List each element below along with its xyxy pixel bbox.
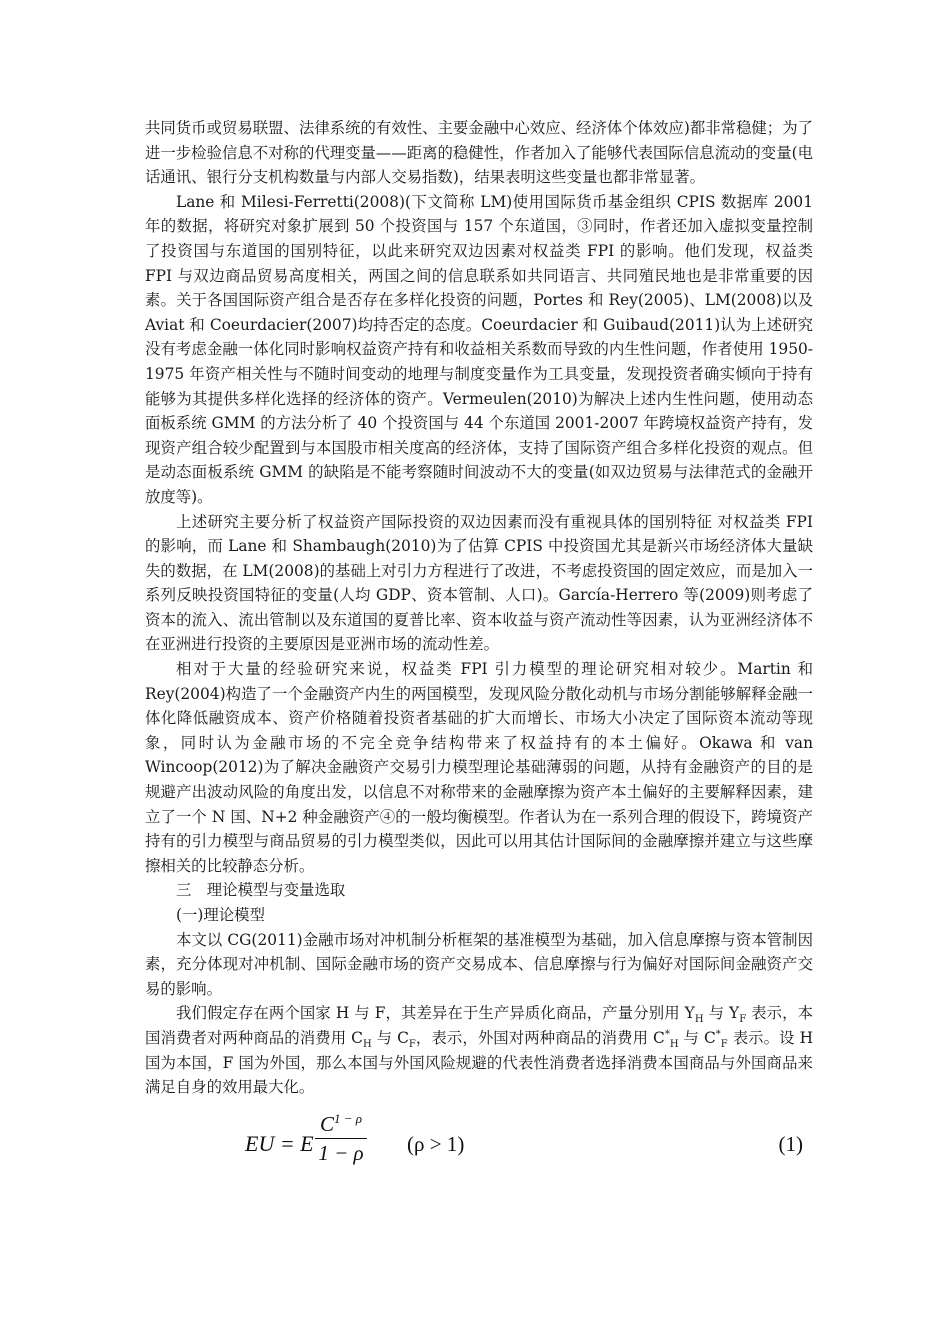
p5-sub-h2: H	[362, 1039, 372, 1051]
p5-sub-f: F	[739, 1014, 747, 1026]
equation-1	[145, 1108, 813, 1184]
p5-star-1: *	[664, 1028, 670, 1040]
paragraph-4: 本文以 CG(2011)金融市场对冲机制分析框架的基准模型为基础，加入信息摩擦与资本管制因素，充分体现对冲机制、国际金融市场的资产交易成本、信息摩擦与行为偏好对国际间金融资产交易的影响。	[145, 930, 813, 998]
numerator-base: C	[319, 1111, 334, 1136]
equation-fraction	[315, 1112, 367, 1166]
equation-numerator	[315, 1112, 367, 1140]
p5-sub-f3: F	[720, 1039, 728, 1051]
equation-number: (1)	[778, 1131, 803, 1156]
paragraph-0: 共同货币或贸易联盟、法律系统的有效性、主要金融中心效应、经济体个体效应)都非常稳健；为了进一步检验信息不对称的代理变量——距离的稳健性，作者加入了能够代表国际信息流动的变量(电话通讯、银行分支机构数量与内部人交易指数)，结果表明这些变量也都非常显著。	[145, 119, 813, 187]
equation-denominator: 1 − ρ	[318, 1141, 364, 1166]
p5-sub-f2: F	[408, 1039, 416, 1051]
paragraph-2: 上述研究主要分析了权益资产国际投资的双边因素而没有重视具体的国别特征 对权益类 FPI 的影响，而 Lane 和 Shambaugh(2010)为了估算 CPIS 中投资国尤其是新兴市场经济体大量缺失的数据，在 LM(2008)的基础上对引力方程进行了改进，不考虑投资国的固定效应，而是加入一系列反映投资国特征的变量(人均 GDP、资本管制、人口)。García-Herrero 等(2009)则考虑了资本的流入、流出管制以及东道国的夏普比率、资本收益与资产流动性等因素，认为亚洲经济体不在亚洲进行投资的主要原因是亚洲市场的流动性差。	[145, 512, 813, 654]
section-heading: 三 理论模型与变量选取	[176, 881, 346, 900]
equation-lhs: EU = E	[245, 1130, 314, 1156]
p5-text-d: 与 C	[371, 1028, 409, 1047]
numerator-exponent: 1 − ρ	[334, 1110, 363, 1126]
p5-text-e: ，表示，外国对两种商品的消费用 C	[415, 1028, 665, 1047]
p5-text-c: 表示，本国消费者对两种商品的消费用 C	[145, 1004, 813, 1047]
p5-star-2: *	[715, 1028, 721, 1040]
p5-text-b: 与 Y	[703, 1004, 740, 1023]
document-page	[145, 116, 813, 1184]
p5-text-f: 与 C	[678, 1028, 716, 1047]
paragraph-5	[145, 1001, 813, 1099]
paragraph-1: Lane 和 Milesi-Ferretti(2008)(下文简称 LM)使用国际货币基金组织 CPIS 数据库 2001 年的数据，将研究对象扩展到 50 个投资国与 157 个东道国，③同时，作者还加入虚拟变量控制了投资国与东道国的国别特征，以此来研究双边因素对权益类 FPI 的影响。他们发现，权益类 FPI 与双边商品贸易高度相关，两国之间的信息联系如共同语言、共同殖民地也是非常重要的因素。关于各国国际资产组合是否存在多样化投资的问题，Portes 和 Rey(2005)、LM(2008)以及 Aviat 和 Coeurdacier(2007)均持否定的态度。Coeurdacier 和 Guibaud(2011)认为上述研究没有考虑金融一体化同时影响权益资产持有和收益相关系数而导致的内生性问题，作者使用 1950-1975 年资产相关性与不随时间变动的地理与制度变量作为工具变量，发现投资者确实倾向于持有能够为其提供多样化选择的经济体的资产。Vermeulen(2010)为解决上述内生性问题，使用动态面板系统 GMM 的方法分析了 40 个投资国与 44 个东道国 2001-2007 年跨境权益资产持有，发现资产组合较少配置到与本国股市相关度高的经济体，支持了国际资产组合多样化投资的观点。但是动态面板系统 GMM 的缺陷是不能考察随时间波动不大的变量(如双边贸易与法律范式的金融开放度等)。	[145, 192, 813, 506]
paragraph-3: 相对于大量的经验研究来说，权益类 FPI 引力模型的理论研究相对较少。Martin 和 Rey(2004)构造了一个金融资产内生的两国模型，发现风险分散化动机与市场分割能够解释金融一体化降低融资成本、资产价格随着投资者基础的扩大而增长、市场大小决定了国际资本流动等现象，同时认为金融市场的不完全竞争结构带来了权益持有的本土偏好。Okawa 和 van Wincoop(2012)为了解决金融资产交易引力模型理论基础薄弱的问题，从持有金融资产的目的是规避产出波动风险的角度出发，以信息不对称带来的金融摩擦为资产本土偏好的主要解释因素，建立了一个 N 国、N+2 种金融资产④的一般均衡模型。作者认为在一系列合理的假设下，跨境资产持有的引力模型与商品贸易的引力模型类似，因此可以用其估计国际间的金融摩擦并建立与这些摩擦相关的比较静态分析。	[145, 660, 813, 875]
p5-sub-h3: H	[669, 1039, 679, 1051]
subsection-heading: (一)理论模型	[176, 906, 265, 924]
p5-text-g: 表示。设 H 国为本国，F 国为外国，那么本国与外国风险规避的代表性消费者选择消费本国商品与外国商品来满足自身的效用最大化。	[145, 1028, 814, 1097]
p5-sub-h: H	[694, 1014, 704, 1026]
p5-text-a: 我们假定存在两个国家 H 与 F，其差异在于生产异质化商品，产量分别用 Y	[176, 1004, 695, 1023]
equation-condition: (ρ > 1)	[407, 1131, 465, 1156]
